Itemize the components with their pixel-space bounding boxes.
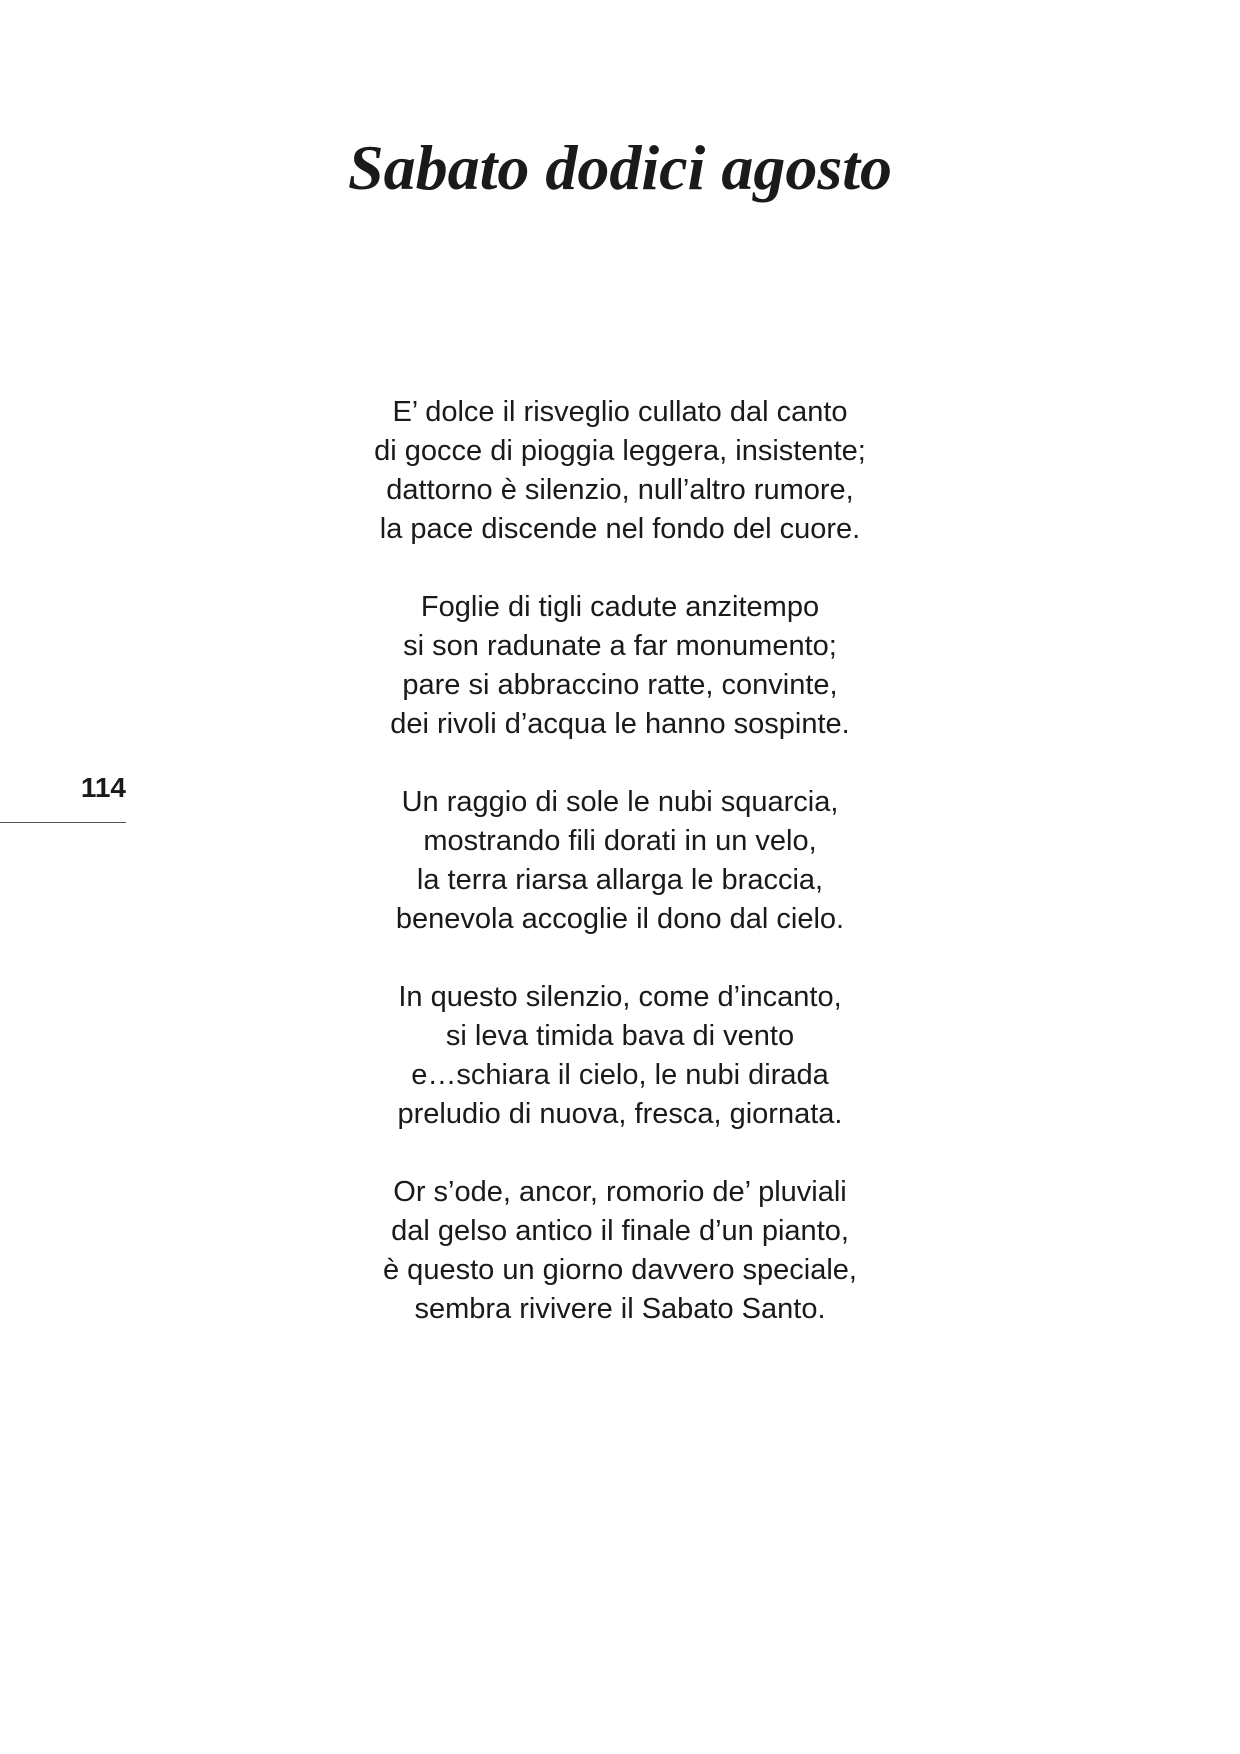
page-number-rule — [0, 822, 126, 823]
poem-title: Sabato dodici agosto — [347, 132, 893, 203]
poem-line: In questo silenzio, come d’incanto, — [398, 981, 842, 1013]
poem-line: dei rivoli d’acqua le hanno sospinte. — [390, 708, 850, 740]
poem-line: sembra rivivere il Sabato Santo. — [414, 1293, 826, 1325]
poem-line: dattorno è silenzio, null’altro rumore, — [386, 474, 854, 506]
poem-line: pare si abbraccino ratte, convinte, — [402, 669, 838, 701]
stanza-5 — [280, 1173, 960, 1329]
stanza-1 — [280, 393, 960, 549]
poem-body — [280, 393, 960, 1368]
poem-line: mostrando fili dorati in un velo, — [423, 825, 817, 857]
poem-line: benevola accoglie il dono dal cielo. — [395, 903, 845, 935]
page-number: 114 — [80, 772, 126, 803]
poem-line: di gocce di pioggia leggera, insistente; — [374, 435, 866, 467]
stanza-3 — [280, 783, 960, 939]
poem-line: E’ dolce il risveglio cullato dal canto — [392, 396, 848, 428]
poem-line: la terra riarsa allarga le braccia, — [416, 864, 824, 896]
stanza-2 — [280, 588, 960, 744]
poem-line: e…schiara il cielo, le nubi dirada — [411, 1059, 829, 1091]
poem-line: si leva timida bava di vento — [445, 1020, 795, 1052]
poem-line: preludio di nuova, fresca, giornata. — [397, 1098, 843, 1130]
poem-line: la pace discende nel fondo del cuore. — [379, 513, 861, 545]
poem-line: si son radunate a far monumento; — [403, 630, 837, 662]
poem-line: Or s’ode, ancor, romorio de’ pluviali — [393, 1176, 847, 1208]
poem-line: Foglie di tigli cadute anzitempo — [420, 591, 820, 623]
poem-line: è questo un giorno davvero speciale, — [383, 1254, 857, 1286]
poem-line: Un raggio di sole le nubi squarcia, — [401, 786, 839, 818]
poem-line: dal gelso antico il finale d’un pianto, — [391, 1215, 849, 1247]
stanza-4 — [280, 978, 960, 1134]
